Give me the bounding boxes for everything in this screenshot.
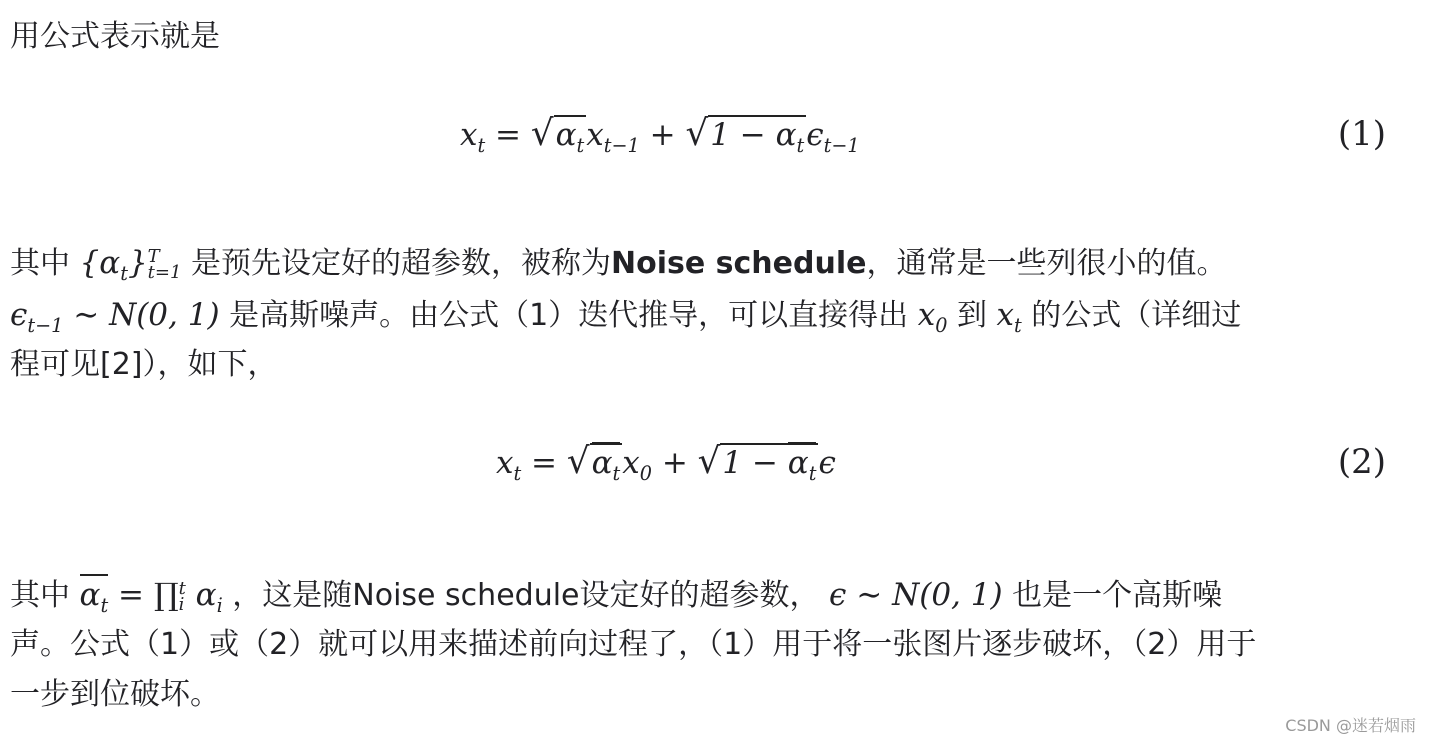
eq2-equals: = [521, 445, 567, 481]
eq1-plus: + [639, 117, 686, 153]
eq1-x-prev: $x_{t-1}$ [586, 117, 640, 158]
eq2-plus: + [651, 445, 698, 481]
eps-distribution: ϵ ∼ N(0, 1) [829, 577, 1003, 613]
eq1-lhs: $x_t$ [460, 117, 486, 158]
equation-1 [0, 104, 1430, 164]
eps-prev: $\epsilon_{t-1}$ ∼ N(0, 1) [10, 297, 220, 338]
paragraph-2-line-1: 其中 $\{\alpha_t\}$ T t=1 是预先设定好的超参数，被称为Noise schedule，通常是一些列很小的值。 [10, 245, 1227, 286]
alpha-set: $\{\alpha_t\}$ T t=1 [79, 245, 182, 286]
equation-1-number: (1) [1337, 114, 1386, 154]
alphabar-definition: $\alpha_t$ = ∏ t i $\alpha_i$ [80, 577, 223, 613]
eq2-sqrt-alphabar: $√\alpha_t$ [566, 441, 621, 486]
paragraph-3-line-2: 声。公式（1）或（2）就可以用来描述前向过程了，（1）用于将一张图片逐步破坏，（2）用于 [10, 627, 1257, 662]
eq1-equals: = [485, 117, 531, 153]
paragraph-2-line-3: 程可见[2]），如下， [10, 347, 278, 382]
paragraph-2-line-2: $\epsilon_{t-1}$ ∼ N(0, 1) 是高斯噪声。由公式（1）迭代推导，可以直接得出 $x_0$ 到 $x_t$ 的公式（详细过 [10, 297, 1242, 338]
eq1-noise: $\epsilon_{t-1}$ [806, 117, 860, 158]
equation-2 [0, 432, 1430, 492]
xt-symbol: $x_t$ [996, 297, 1022, 338]
eq2-x0: $x_0$ [622, 445, 652, 486]
intro-text: 用公式表示就是 [10, 19, 220, 54]
eq1-sqrt-one-minus-alpha: $√1 - \alpha_t$ [685, 113, 805, 158]
eq1-sqrt-alpha: $√\alpha_t$ [530, 113, 585, 158]
noise-schedule-term: Noise schedule [611, 246, 867, 281]
x0-symbol: $x_0$ [917, 297, 948, 338]
csdn-watermark: CSDN @迷若烟雨 [1285, 716, 1416, 735]
paragraph-3-line-1: 其中 $\alpha_t$ = ∏ t i $\alpha_i$ ，这是随Noise schedule设定好的超参数， ϵ ∼ N(0, 1) 也是一个高斯噪 [10, 572, 1410, 619]
eq2-sqrt-one-minus-alphabar: $√1 - \alpha_t$ [697, 441, 817, 486]
equation-2-number: (2) [1337, 442, 1386, 482]
eq2-noise: ϵ [818, 445, 836, 481]
eq2-lhs: $x_t$ [496, 445, 522, 486]
paragraph-3-line-3: 一步到位破坏。 [10, 677, 220, 712]
